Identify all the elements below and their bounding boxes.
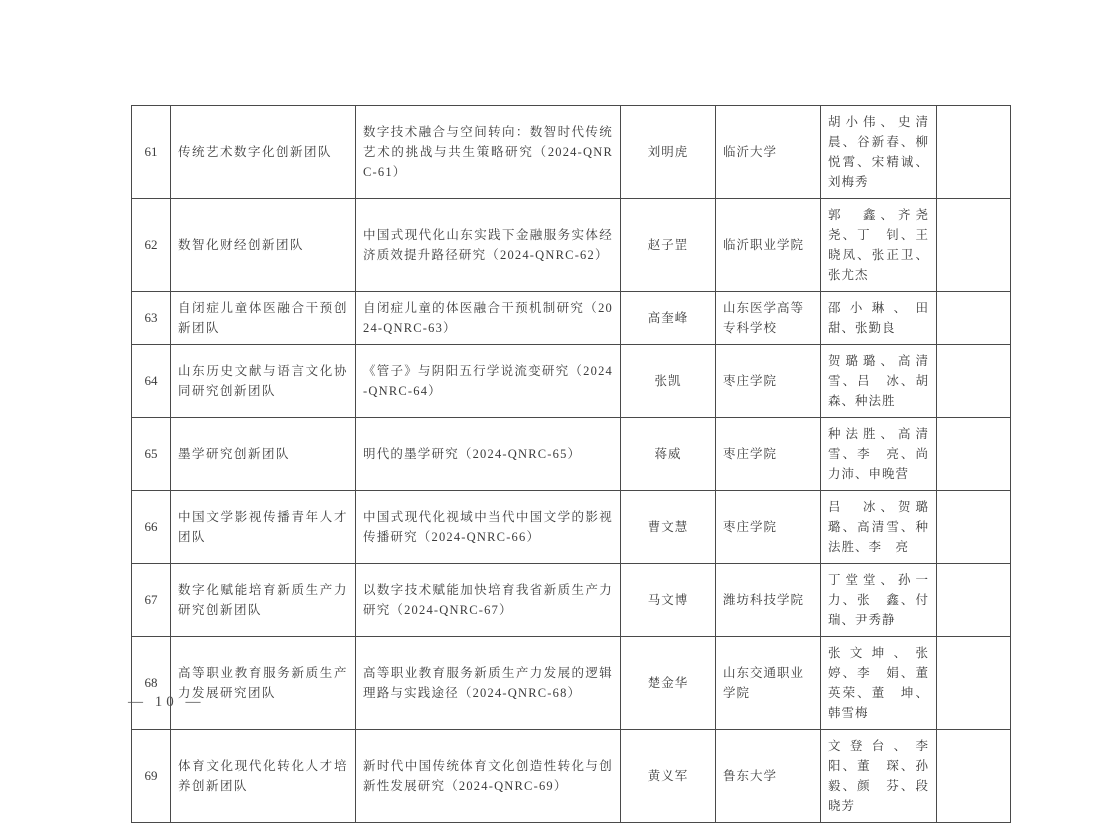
team-name-cell: 数智化财经创新团队 [171, 199, 356, 292]
row-number-cell: 68 [132, 637, 171, 730]
note-cell [937, 564, 1011, 637]
row-number-cell: 69 [132, 730, 171, 823]
table-row [132, 730, 1011, 823]
note-cell [937, 491, 1011, 564]
members-cell: 文登台、李 阳、董 琛、孙 毅、颜 芬、段晓芳 [821, 730, 937, 823]
institution-cell: 枣庄学院 [716, 491, 821, 564]
institution-cell: 鲁东大学 [716, 730, 821, 823]
table-row [132, 418, 1011, 491]
project-title-cell: 数字技术融合与空间转向：数智时代传统艺术的挑战与共生策略研究（2024-QNRC-61） [356, 106, 621, 199]
project-title-cell: 明代的墨学研究（2024-QNRC-65） [356, 418, 621, 491]
note-cell [937, 106, 1011, 199]
table-row [132, 637, 1011, 730]
leader-cell: 刘明虎 [621, 106, 716, 199]
team-table-body [132, 106, 1011, 823]
institution-cell: 潍坊科技学院 [716, 564, 821, 637]
members-cell: 郭 鑫、齐尧尧、丁 钊、王晓凤、张正卫、张尤杰 [821, 199, 937, 292]
team-name-cell: 山东历史文献与语言文化协同研究创新团队 [171, 345, 356, 418]
institution-cell: 临沂大学 [716, 106, 821, 199]
leader-cell: 曹文慧 [621, 491, 716, 564]
team-name-cell: 传统艺术数字化创新团队 [171, 106, 356, 199]
institution-cell: 枣庄学院 [716, 345, 821, 418]
table-row [132, 292, 1011, 345]
members-cell: 吕 冰、贺璐璐、高清雪、种法胜、李 亮 [821, 491, 937, 564]
leader-cell: 楚金华 [621, 637, 716, 730]
project-title-cell: 中国式现代化山东实践下金融服务实体经济质效提升路径研究（2024-QNRC-62） [356, 199, 621, 292]
table-row [132, 491, 1011, 564]
members-cell: 种法胜、高清雪、李 亮、尚力沛、申晚营 [821, 418, 937, 491]
members-cell: 贺璐璐、高清雪、吕 冰、胡 森、种法胜 [821, 345, 937, 418]
institution-cell: 临沂职业学院 [716, 199, 821, 292]
institution-cell: 山东医学高等专科学校 [716, 292, 821, 345]
project-title-cell: 以数字技术赋能加快培育我省新质生产力研究（2024-QNRC-67） [356, 564, 621, 637]
team-name-cell: 数字化赋能培育新质生产力研究创新团队 [171, 564, 356, 637]
row-number-cell: 66 [132, 491, 171, 564]
institution-cell: 山东交通职业学院 [716, 637, 821, 730]
project-title-cell: 自闭症儿童的体医融合干预机制研究（2024-QNRC-63） [356, 292, 621, 345]
members-cell: 胡小伟、史清晨、谷新春、柳悦霄、宋精诚、刘梅秀 [821, 106, 937, 199]
row-number-cell: 67 [132, 564, 171, 637]
research-teams-table [131, 105, 1011, 823]
team-name-cell: 自闭症儿童体医融合干预创新团队 [171, 292, 356, 345]
table-row [132, 564, 1011, 637]
leader-cell: 高奎峰 [621, 292, 716, 345]
row-number-cell: 64 [132, 345, 171, 418]
row-number-cell: 65 [132, 418, 171, 491]
institution-cell: 枣庄学院 [716, 418, 821, 491]
table-row [132, 106, 1011, 199]
leader-cell: 赵子罡 [621, 199, 716, 292]
team-name-cell: 体育文化现代化转化人才培养创新团队 [171, 730, 356, 823]
leader-cell: 黄义军 [621, 730, 716, 823]
note-cell [937, 730, 1011, 823]
project-title-cell: 高等职业教育服务新质生产力发展的逻辑理路与实践途径（2024-QNRC-68） [356, 637, 621, 730]
row-number-cell: 61 [132, 106, 171, 199]
members-cell: 张文坤、张 婷、李 娟、董英荣、董 坤、韩雪梅 [821, 637, 937, 730]
note-cell [937, 199, 1011, 292]
team-name-cell: 高等职业教育服务新质生产力发展研究团队 [171, 637, 356, 730]
table-row [132, 345, 1011, 418]
leader-cell: 蒋威 [621, 418, 716, 491]
project-title-cell: 《管子》与阴阳五行学说流变研究（2024-QNRC-64） [356, 345, 621, 418]
team-name-cell: 墨学研究创新团队 [171, 418, 356, 491]
leader-cell: 张凯 [621, 345, 716, 418]
row-number-cell: 63 [132, 292, 171, 345]
table-row [132, 199, 1011, 292]
page-number: — 10 — [128, 694, 205, 710]
project-title-cell: 新时代中国传统体育文化创造性转化与创新性发展研究（2024-QNRC-69） [356, 730, 621, 823]
note-cell [937, 418, 1011, 491]
members-cell: 邵小琳、田 甜、张勤良 [821, 292, 937, 345]
project-title-cell: 中国式现代化视域中当代中国文学的影视传播研究（2024-QNRC-66） [356, 491, 621, 564]
note-cell [937, 637, 1011, 730]
row-number-cell: 62 [132, 199, 171, 292]
members-cell: 丁堂堂、孙一力、张 鑫、付 瑞、尹秀静 [821, 564, 937, 637]
note-cell [937, 292, 1011, 345]
note-cell [937, 345, 1011, 418]
leader-cell: 马文博 [621, 564, 716, 637]
team-name-cell: 中国文学影视传播青年人才团队 [171, 491, 356, 564]
